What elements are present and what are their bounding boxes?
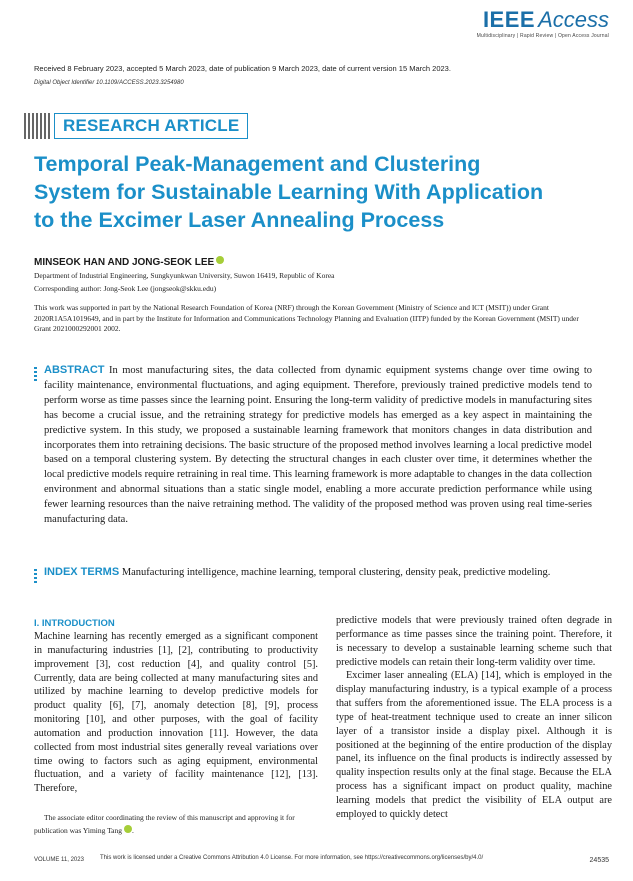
corresponding-author: Corresponding author: Jong-Seok Lee (jongseok@skku.edu) (34, 284, 217, 293)
article-type-box (54, 113, 248, 139)
affiliation: Department of Industrial Engineering, Sungkyunkwan University, Suwon 16419, Republic of Korea (34, 271, 335, 280)
abstract-label: ABSTRACT (44, 364, 105, 376)
logo-tagline: Multidisciplinary | Rapid Review | Open Access Journal (476, 33, 609, 39)
author-line (34, 257, 224, 268)
index-terms-marker (34, 569, 39, 583)
footnote-text: The associate editor coordinating the review of this manuscript and approving it for publication was Yiming Tang (34, 813, 295, 835)
page-number: 24535 (589, 857, 609, 864)
intro-paragraph-3: Excimer laser annealing (ELA) [14], which is employed in the display manufacturing industry, is a typical example of a process that suffers from the aforementioned issue. The ELA process is a type of heat-treatment technique used to create an inner silicon layer of a transistor inside a display pixel. Although it is positioned at the beginning of the entire production of the display panel, its influence on the final products is indirectly assessed by quality inspection results only at the final stage. Because the ELA process has a significant impact on product quality, machine learning models that predict the visibility of ELA output are employed to quickly detect (336, 670, 612, 820)
funding-statement: This work was supported in part by the National Research Foundation of Korea (NRF) through the Korean Government (Ministry of Science and ICT (MSIT)) under Grant 2020R1A5A1019649, and in part by the Institute for Information and Communications Technology Planning and Evaluation (IITP) funded by the Korean Government (MSIT) under Grant 2021000292001 2002. (34, 303, 579, 333)
article-type-label: RESEARCH ARTICLE (63, 116, 240, 135)
editor-footnote: The associate editor coordinating the review of this manuscript and approving it for publication was Yiming Tang . (34, 813, 295, 835)
footer-volume: VOLUME 11, 2023 (34, 857, 84, 863)
index-terms-label: INDEX TERMS (44, 566, 120, 578)
intro-right-column (336, 614, 612, 822)
barcode-stripes (24, 113, 52, 139)
logo-ieee: IEEE (482, 7, 536, 32)
index-terms-text: Manufacturing intelligence, machine learning, temporal clustering, density peak, predictive modeling. (121, 567, 551, 578)
abstract (44, 363, 592, 528)
authors: MINSEOK HAN AND JONG-SEOK LEE (34, 257, 215, 268)
footer-license: This work is licensed under a Creative Commons Attribution 4.0 License. For more information, see https://creativecommons.org/licenses/by/4.0/ (100, 855, 484, 861)
intro-paragraph-2: predictive models that were previously trained often degrade in performance as time passes since the training point. Therefore, it is necessary to develop a sustainable learning scheme such that predictive models can retain their long-term validity over time. (336, 615, 612, 668)
journal-logo (477, 8, 609, 39)
paper-title: Temporal Peak-Management and Clustering System for Sustainable Learning With Application to the Excimer Laser Annealing Process (34, 152, 544, 232)
orcid-icon[interactable] (124, 825, 132, 833)
index-terms (44, 565, 592, 581)
abstract-text: In most manufacturing sites, the data collected from dynamic equipment systems change over time owing to facility maintenance, environmental fluctuations, and aging equipment. Therefore, previously trained predictive models tend to perform worse as time passes since the learning point. Ensuring the long-term validity of predictive models in manufacturing sites has become a crucial issue, and the retraining strategy for predictive models has emerged as a key aspect in maintaining the predictive system. In this study, we proposed a sustainable learning framework that monitors changes in data distribution and incorporates them into retraining decisions. The basic structure of the proposed method involves learning a local predictive model based on a temporal clustering system. By detecting the structural changes in each cluster over time, it determines whether the local predictive models require retraining in real time. This learning framework is more adaptable to changes in the data collection environment and abnormal situations than a static single model, enabling a more accurate prediction performance while using fewer learning resources than the naive retraining method. The validity of the proposed method was proven using real time-series manufacturing data. (44, 365, 592, 526)
doi: Digital Object Identifier 10.1109/ACCESS.2023.3254980 (34, 80, 184, 86)
intro-left-column (34, 630, 318, 796)
orcid-icon[interactable] (216, 256, 224, 264)
section-heading-introduction: I. INTRODUCTION (34, 618, 115, 629)
intro-paragraph-1: Machine learning has recently emerged as a significant component in manufacturing industries [1], [2], contributing to productivity improvement [3], cost reduction [4], and quality control [5]. Currently, data are being collected at many manufacturing sites and utilized by machine learning to develop predictive models for product quality [6], [7], anomaly detection [8], [9], process monitoring [10], and other purposes, with the goal of facility automation and production innovation [11]. However, the data collected from most industrial sites generally reveal variations over time owing to factors such as aging equipment, environmental fluctuation, and a variety of facility maintenance [12], [13]. Therefore, (34, 631, 318, 795)
article-type-banner (24, 113, 248, 139)
abstract-marker (34, 367, 39, 381)
logo-access: Access (538, 7, 609, 32)
publication-dates: Received 8 February 2023, accepted 5 March 2023, date of publication 9 March 2023, date of current version 15 March 2023. (34, 64, 451, 73)
